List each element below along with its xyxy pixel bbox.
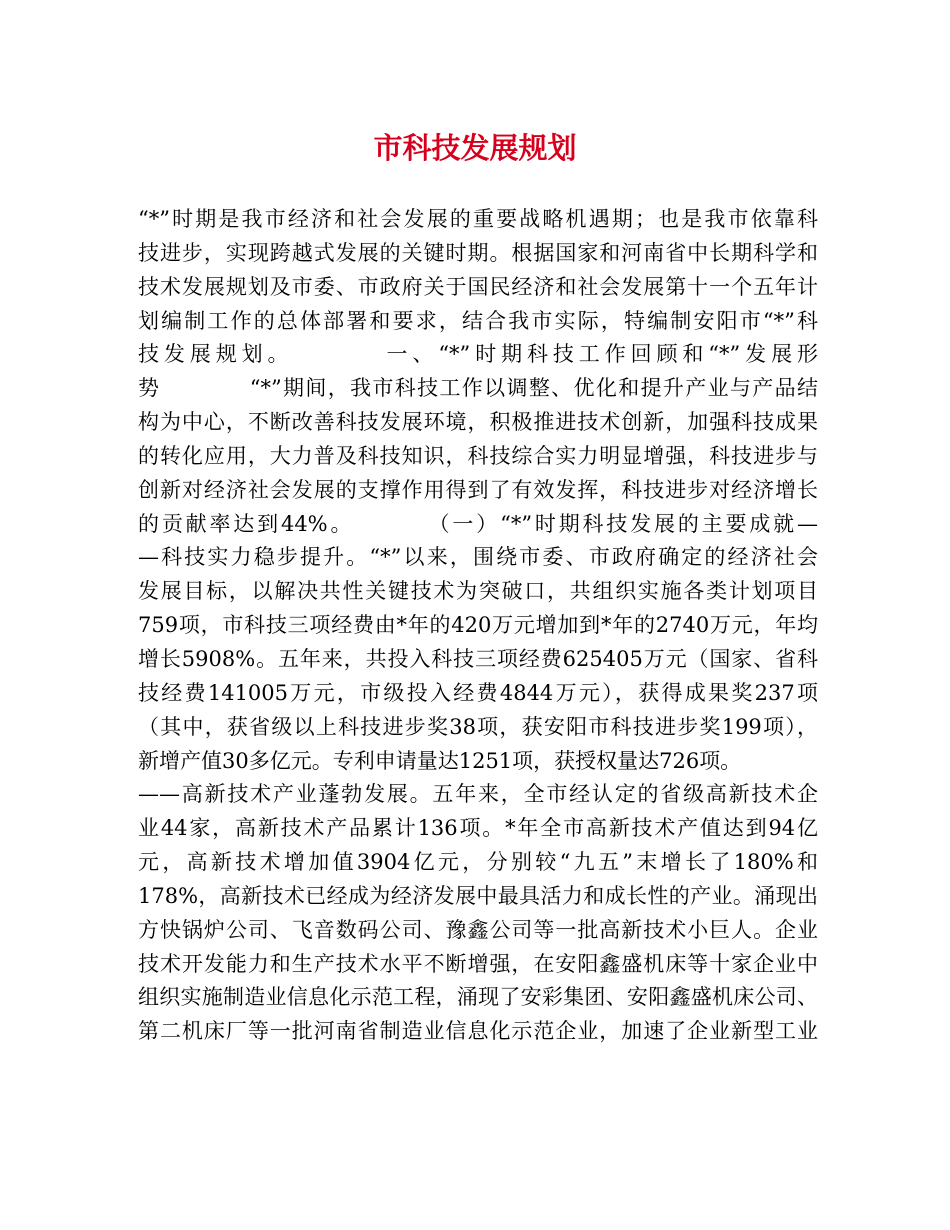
body-line: 构为中心，不断改善科技发展环境，积极推进技术创新，加强科技成果 (138, 410, 818, 435)
body-line: 方快锅炉公司、飞音数码公司、豫鑫公司等一批高新技术小巨人。企业 (138, 917, 818, 942)
body-line: 元，高新技术增加值3904亿元，分别较“九五”末增长了180%和 (138, 850, 818, 875)
body-line: 增长5908%。五年来，共投入科技三项经费625405万元（国家、省科 (138, 646, 818, 671)
body-line: （其中，获省级以上科技进步奖38项，获安阳市科技进步奖199项）， (138, 714, 818, 739)
body-line: 组织实施制造业信息化示范工程，涌现了安彩集团、安阳鑫盛机床公司、 (138, 985, 818, 1010)
body-line: 业44家，高新技术产品累计136项。*年全市高新技术产值达到94亿 (138, 816, 818, 841)
body-line: 第二机床厂等一批河南省制造业信息化示范企业，加速了企业新型工业 (138, 1019, 818, 1044)
body-line: 创新对经济社会发展的支撑作用得到了有效发挥，科技进步对经济增长 (138, 477, 818, 502)
body-line: 的转化应用，大力普及科技知识，科技综合实力明显增强，科技进步与 (138, 443, 818, 468)
body-line: —科技实力稳步提升。“*”以来，围绕市委、市政府确定的经济社会 (138, 545, 818, 570)
body-line: 势 “*”期间，我市科技工作以调整、优化和提升产业与产品结 (138, 376, 818, 401)
document-title: 市科技发展规划 (373, 131, 577, 165)
body-line: “*”时期是我市经济和社会发展的重要战略机遇期；也是我市依靠科 (138, 207, 818, 231)
body-line: 技发展规划。 一、“*”时期科技工作回顾和“*”发展形 (138, 342, 818, 367)
body-line: 发展目标，以解决共性关键技术为突破口，共组织实施各类计划项目 (138, 579, 818, 604)
document-body (138, 203, 818, 1049)
body-line: 技进步，实现跨越式发展的关键时期。根据国家和河南省中长期科学和 (138, 240, 818, 265)
body-line: 759项，市科技三项经费由*年的420万元增加到*年的2740万元，年均 (138, 613, 818, 638)
body-line: 的贡献率达到44%。 （一）“*”时期科技发展的主要成就— (138, 511, 818, 536)
body-line: ——高新技术产业蓬勃发展。五年来，全市经认定的省级高新技术企 (138, 782, 818, 807)
body-line: 新增产值30多亿元。专利申请量达1251项，获授权量达726项。 (138, 748, 742, 773)
body-line: 技术开发能力和生产技术水平不断增强，在安阳鑫盛机床等十家企业中 (138, 951, 818, 976)
body-line: 178%，高新技术已经成为经济发展中最具活力和成长性的产业。涌现出 (138, 883, 818, 908)
body-line: 划编制工作的总体部署和要求，结合我市实际，特编制安阳市“*”科 (138, 308, 818, 333)
body-line: 技术发展规划及市委、市政府关于国民经济和社会发展第十一个五年计 (138, 274, 818, 299)
body-line: 技经费141005万元，市级投入经费4844万元），获得成果奖237项 (138, 680, 818, 705)
